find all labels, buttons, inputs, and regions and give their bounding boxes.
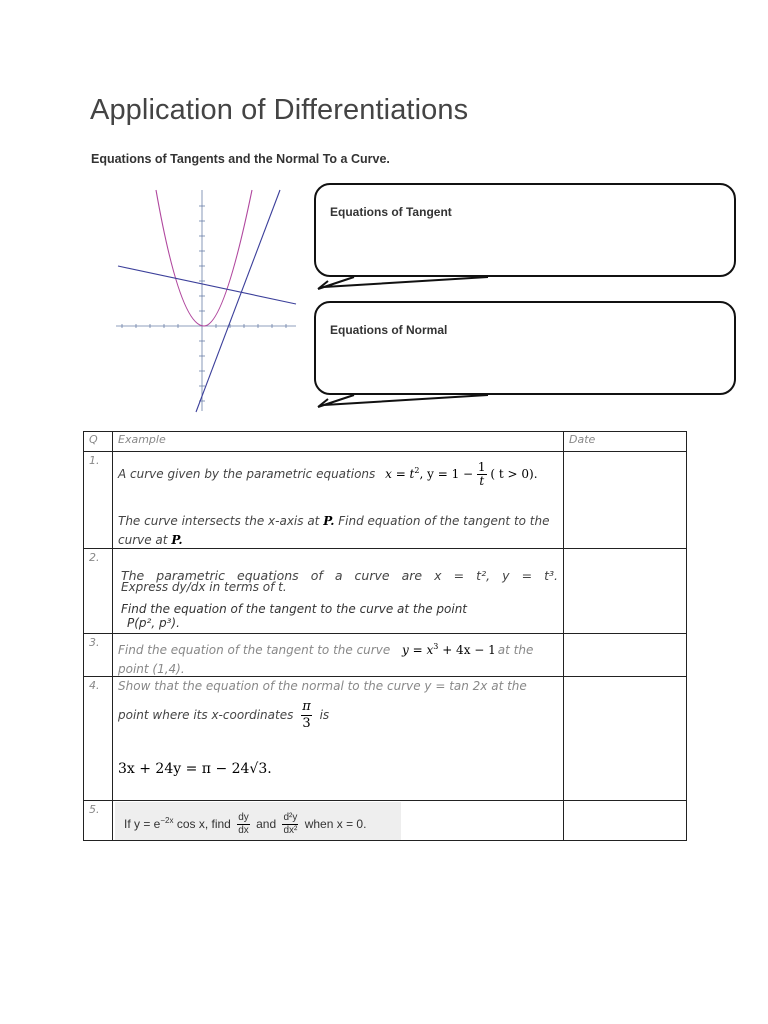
- normal-callout-box: [314, 301, 736, 395]
- tangent-callout-tail: [318, 275, 488, 291]
- normal-callout-tail: [318, 393, 488, 409]
- table-row: [84, 452, 687, 549]
- tangent-callout-box: [314, 183, 736, 277]
- question-number: 3.: [84, 634, 113, 677]
- table-row: [84, 634, 687, 677]
- question-number: 4.: [84, 677, 113, 801]
- page-subtitle: Equations of Tangents and the Normal To a Curve.: [91, 152, 390, 166]
- table-row: [84, 801, 687, 841]
- q1-line-2: The curve intersects the x-axis at P. Find equation of the tangent to the curve at P.: [118, 514, 550, 547]
- normal-callout-label: Equations of Normal: [330, 323, 448, 337]
- q3-line: Find the equation of the tangent to the curve $y = x^3 + 4x - 1$ at the point (1,4).: [118, 642, 534, 676]
- date-cell: [564, 549, 687, 634]
- q4-line-1: Show that the equation of the normal to the curve y = tan 2x at the: [118, 679, 527, 693]
- tangent-callout-label: Equations of Tangent: [330, 205, 452, 219]
- date-cell: [564, 801, 687, 841]
- page-title: Application of Differentiations: [90, 94, 469, 126]
- header-date: Date: [564, 432, 687, 452]
- header-q: Q: [84, 432, 113, 452]
- question-number: 1.: [84, 452, 113, 549]
- question-number: 5.: [84, 801, 113, 841]
- q2-line-3: Find the equation of the tangent to the curve at the point: [121, 602, 468, 616]
- header-example: Example: [113, 432, 564, 452]
- q2-line-4: P(p², p³).: [127, 616, 180, 630]
- q4-result: 3x + 24y = π − 24√3.: [118, 761, 272, 777]
- question-1-content: [113, 452, 564, 549]
- q4-line-2: point where its x-coordinates $\frac{\pi}{3}$ is: [118, 699, 330, 731]
- table-row: [84, 549, 687, 634]
- question-4-content: [113, 677, 564, 801]
- curve-graph: [112, 186, 302, 414]
- tangent-line: [196, 190, 280, 412]
- q2-line-2: Express dy/dx in terms of t.: [121, 580, 287, 594]
- table-header-row: [84, 432, 687, 452]
- normal-line: [118, 266, 296, 304]
- question-2-content: [113, 549, 564, 634]
- q2-line-1: The parametric equations of a curve are x = t², y = t³.: [121, 568, 558, 583]
- date-cell: [564, 452, 687, 549]
- question-3-content: [113, 634, 564, 677]
- q5-image-inset: If $y = e^{-2x}$ cos x, find $\frac{dy}{dx}$ and $\frac{\text{d²y}}{\text{dx²}}$ when x = 0.: [115, 802, 401, 840]
- table-row: [84, 677, 687, 801]
- parabola-curve: [156, 190, 252, 326]
- questions-table: [83, 431, 687, 841]
- date-cell: [564, 677, 687, 801]
- date-cell: [564, 634, 687, 677]
- y-axis: [199, 190, 205, 411]
- question-5-content: [113, 801, 564, 841]
- question-number: 2.: [84, 549, 113, 634]
- q1-line-1: A curve given by the parametric equations $x = t^2$, y = 1 − $\frac{1}{t}$ ( t > 0).: [118, 460, 538, 488]
